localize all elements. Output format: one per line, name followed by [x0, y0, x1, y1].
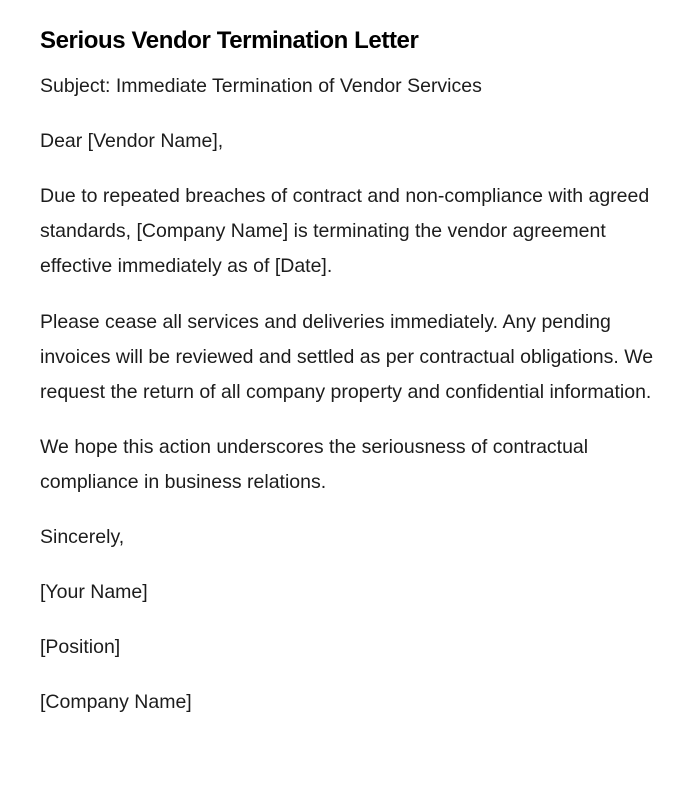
- signature-company: [Company Name]: [40, 691, 192, 713]
- body-paragraph-2: Please cease all services and deliveries immediately. Any pending invoices will be reviewed and settled as per contractual obligations. We request the return of all company property and confidential information.: [40, 311, 654, 403]
- closing: Sincerely,: [40, 526, 125, 548]
- greeting: Dear [Vendor Name],: [40, 130, 224, 152]
- signature-name: [Your Name]: [40, 581, 148, 603]
- subject-line: Subject: Immediate Termination of Vendor Services: [40, 75, 482, 97]
- body-paragraph-3: We hope this action underscores the seriousness of contractual compliance in business relations.: [40, 436, 589, 493]
- document-title: Serious Vendor Termination Letter: [40, 27, 419, 54]
- body-paragraph-1: Due to repeated breaches of contract and non-compliance with agreed standards, [Company Name] is terminating the vendor agreement effective immediately as of [Date].: [40, 185, 650, 277]
- signature-position: [Position]: [40, 636, 121, 658]
